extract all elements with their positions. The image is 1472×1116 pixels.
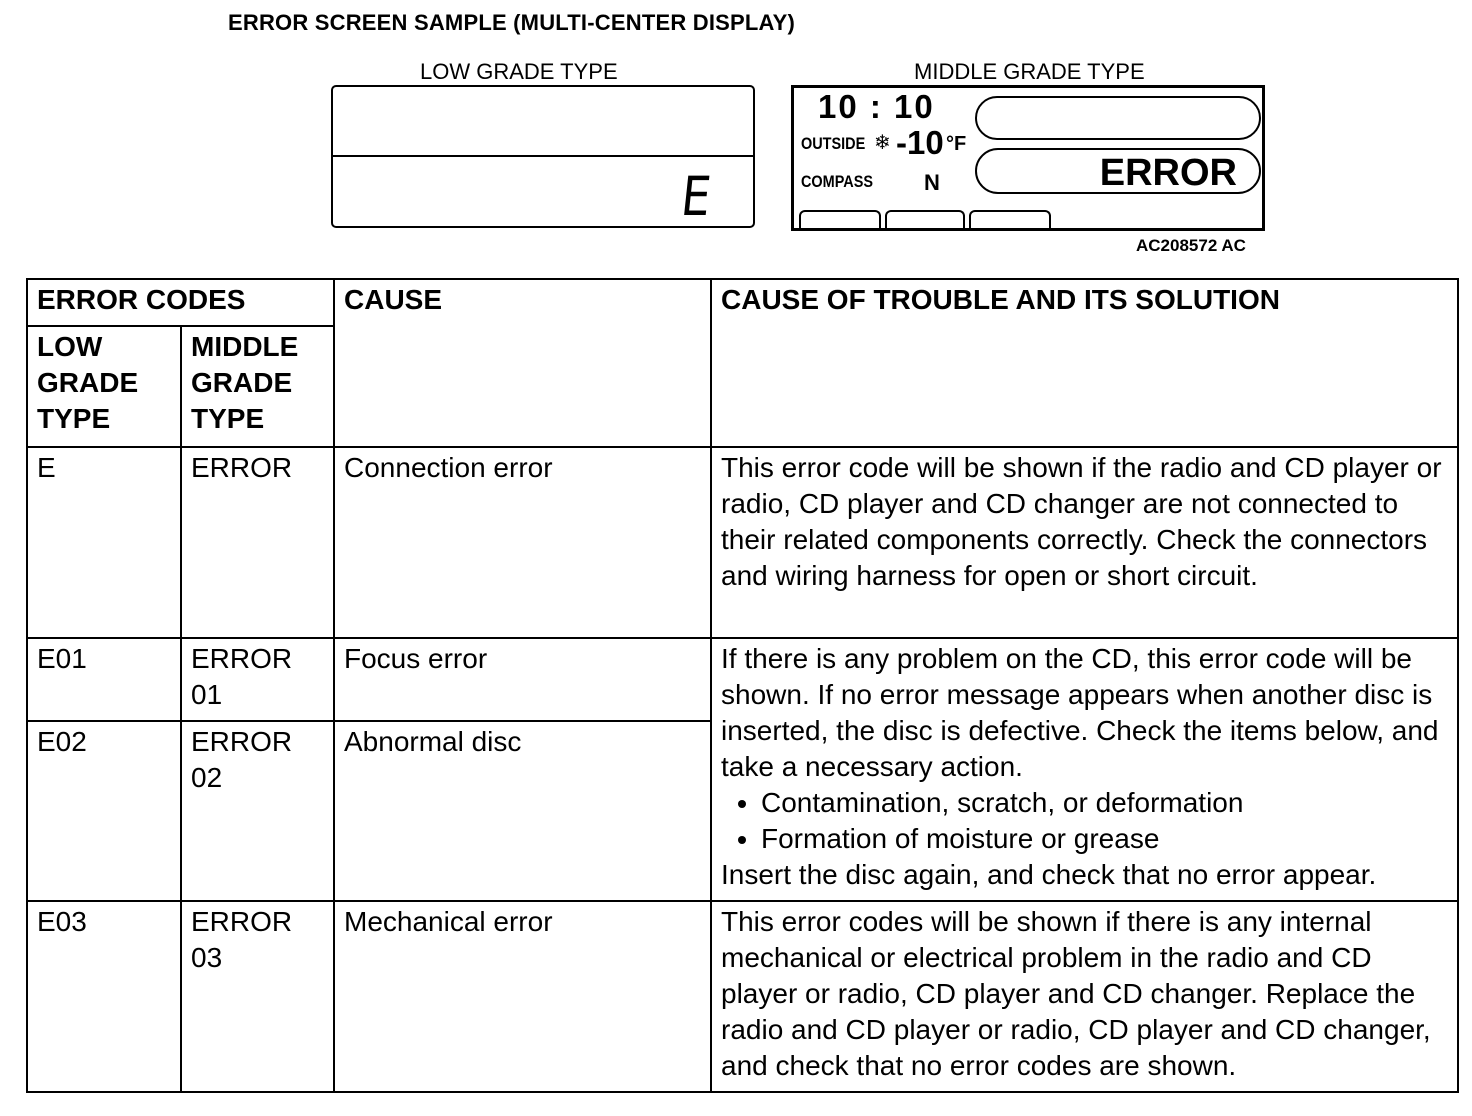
solution-outro: Insert the disc again, and check that no error appear. [721,859,1377,890]
middle-code-cell: ERROR 03 [181,901,334,1092]
figure-title: ERROR SCREEN SAMPLE (MULTI-CENTER DISPLAY) [228,10,795,35]
outside-temperature: -10 [896,124,944,161]
middle-code-cell: ERROR 02 [181,721,334,901]
cause-cell: Focus error [334,638,711,721]
low-code-cell: E02 [27,721,181,901]
figure-code: AC208572 AC [1136,236,1246,255]
header-low-grade: LOW GRADE TYPE [27,326,181,447]
error-code-table [26,278,1459,1093]
low-code-cell: E01 [27,638,181,721]
display-tab [969,210,1051,230]
table-row [27,638,1458,721]
low-display-error-code: E [678,165,714,228]
temperature-unit: °F [946,133,967,155]
compass-value: N [924,170,940,195]
header-cause: CAUSE [334,279,711,447]
table-row [27,447,1458,638]
solution-cell: This error codes will be shown if there is any internal mechanical or electrical problem in the radio and CD player or radio, CD player and CD changer. Replace the radio and CD player or radio, CD player and CD changer, and check that no error codes are shown. [711,901,1458,1092]
solution-cell: This error code will be shown if the radio and CD player or radio, CD player and CD changer are not connected to their related components correctly. Check the connectors and wiring harness for open or short circuit. [711,447,1458,638]
solution-checklist [721,785,1449,857]
table-row [27,901,1458,1092]
header-middle-grade: MIDDLE GRADE TYPE [181,326,334,447]
low-display-divider [333,155,753,157]
middle-grade-label: MIDDLE GRADE TYPE [914,59,1145,84]
outside-label: OUTSIDE [801,134,866,153]
cause-cell: Abnormal disc [334,721,711,901]
low-grade-label: LOW GRADE TYPE [420,59,618,84]
low-grade-display [331,85,755,228]
compass-label: COMPASS [801,172,873,191]
middle-code-cell: ERROR [181,447,334,638]
display-tab [799,210,881,230]
middle-code-cell: ERROR 01 [181,638,334,721]
low-code-cell: E [27,447,181,638]
display-pill-message [975,148,1261,194]
middle-grade-display [791,85,1265,231]
display-tab [885,210,965,230]
solution-cell [711,638,1458,901]
low-code-cell: E03 [27,901,181,1092]
display-pill-top [975,96,1261,140]
checklist-item: • Contamination, scratch, or deformation [761,785,1449,821]
cause-cell: Mechanical error [334,901,711,1092]
clock-readout: 10 : 10 [818,88,935,125]
checklist-item: • Formation of moisture or grease [761,821,1449,857]
snowflake-icon: ❄ [874,132,891,154]
table-header-row [27,279,1458,326]
header-error-codes: ERROR CODES [27,279,334,326]
solution-intro: If there is any problem on the CD, this error code will be shown. If no error message appears when another disc is inserted, the disc is defective. Check the items below, and take a necessary action. [721,643,1439,782]
error-message: ERROR [1099,152,1237,194]
cause-cell: Connection error [334,447,711,638]
header-solution: CAUSE OF TROUBLE AND ITS SOLUTION [711,279,1458,447]
